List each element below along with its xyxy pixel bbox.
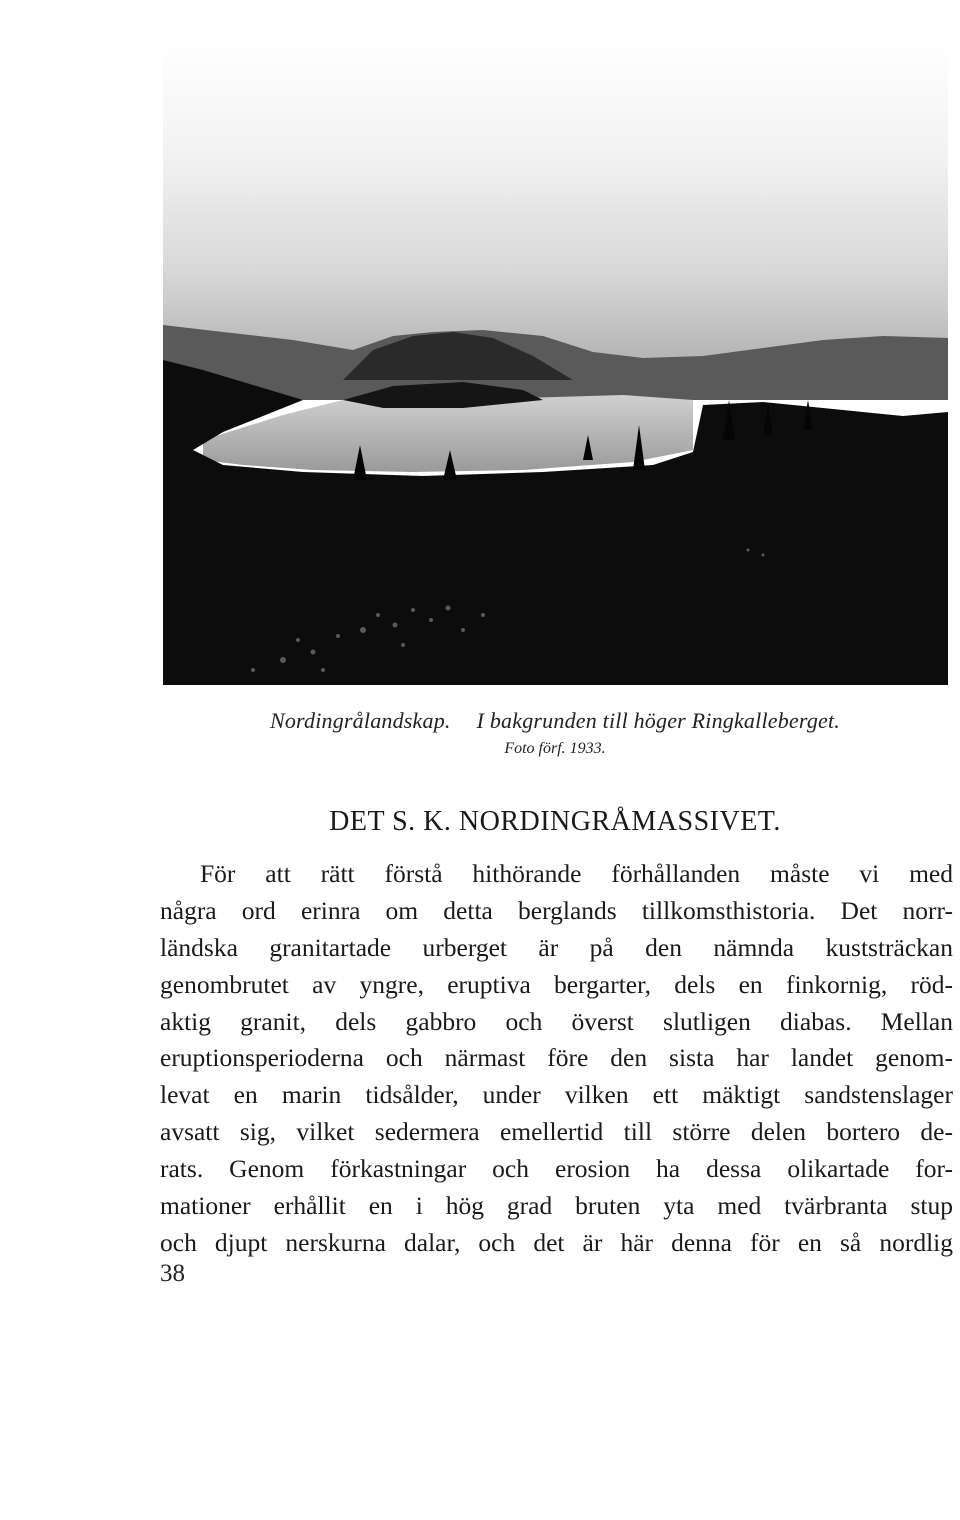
photo-credit: Foto förf. 1933.	[504, 740, 606, 757]
paragraph-line: avsatt sig, vilket sedermera emellertid till större delen bortero de-	[160, 1117, 953, 1147]
paragraph-line: genombrutet av yngre, eruptiva bergarter, dels en finkornig, röd-	[160, 969, 953, 999]
paragraph-line: För att rätt förstå hithörande förhållanden måste vi med	[200, 859, 953, 888]
paragraph-line: rats. Genom förkastningar och erosion ha dessa olikartade for-	[160, 1154, 953, 1184]
paragraph-line: och djupt nerskurna dalar, och det är här denna för en så nordlig	[160, 1227, 953, 1257]
paragraph-line: ländska granitartade urberget är på den nämnda kuststräckan	[160, 932, 953, 962]
paragraph-line: aktig granit, dels gabbro och överst slutligen diabas. Mellan	[160, 1006, 953, 1036]
paragraph-line: eruptionsperioderna och närmast före den sista har landet genom-	[160, 1043, 953, 1073]
caption-text: I bakgrunden till höger Ringkalleberget.	[476, 708, 841, 733]
body-paragraph	[160, 856, 953, 1262]
caption-title: Nordingrålandskap.	[269, 708, 451, 733]
landscape-photo	[163, 40, 948, 685]
page-number: 38	[160, 1260, 185, 1287]
sky	[163, 40, 948, 370]
photo-caption	[160, 708, 950, 734]
paragraph-line: levat en marin tidsålder, under vilken ett mäktigt sandstenslager	[160, 1080, 953, 1110]
paragraph-line: mationer erhållit en i hög grad bruten yta med tvärbranta stup	[160, 1191, 953, 1221]
section-heading: DET S. K. NORDINGRÅMASSIVET.	[329, 806, 781, 837]
paragraph-line: några ord erinra om detta berglands tillkomsthistoria. Det norr-	[160, 895, 953, 925]
